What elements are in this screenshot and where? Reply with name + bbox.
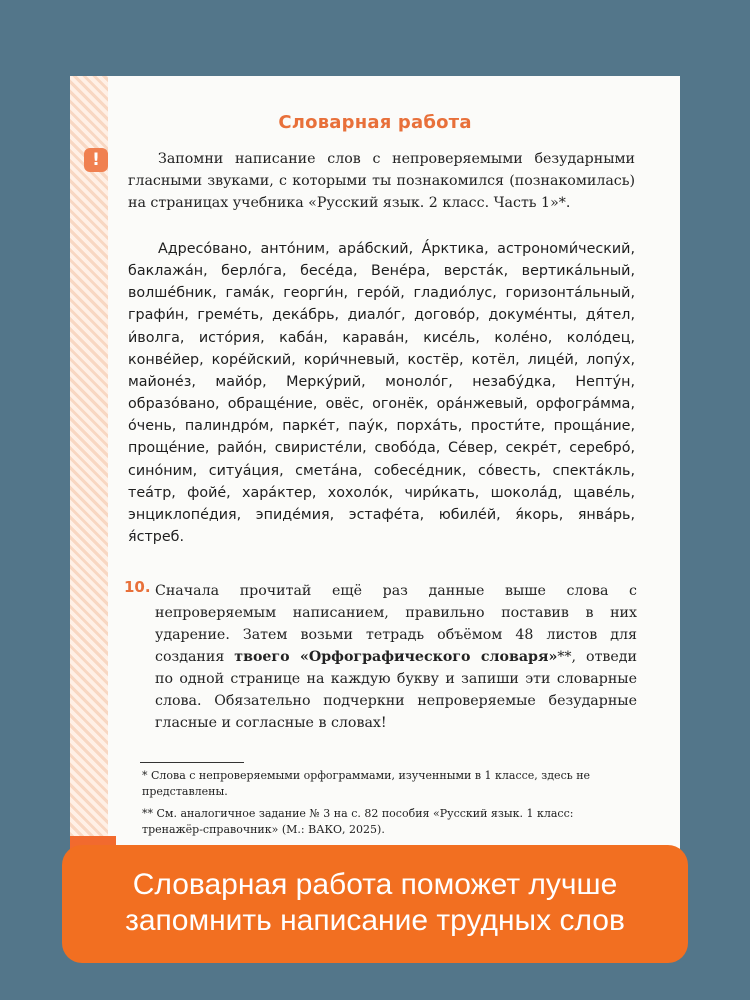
footnote-1: * Слова с непроверяемыми орфограммами, изученными в 1 классе, здесь не представлены. — [142, 769, 591, 798]
textbook-page — [70, 76, 680, 876]
exclamation-icon: ! — [84, 148, 108, 172]
promo-banner — [62, 845, 688, 963]
task-paragraph — [155, 580, 637, 734]
intro-paragraph: Запомни написание слов с непроверяемыми безударными гласными звуками, с которыми ты познакомился (познакомилась) на страницах учебника «Русский язык. 2 класс. Часть 1»*. — [128, 151, 635, 211]
section-title: Словарная работа — [278, 112, 472, 133]
footnote-2: ** См. аналогичное задание № 3 на с. 82 пособия «Русский язык. 1 класс: тренажёр-справочник» (М.: ВАКО, 2025). — [142, 807, 574, 836]
footnote-divider — [140, 762, 244, 763]
banner-line-1: Словарная работа поможет лучше — [132, 868, 618, 901]
banner-line-2: запомнить написание трудных слов — [125, 904, 625, 937]
task-text-bold: твоего «Орфографического словаря» — [234, 649, 558, 665]
task-text-part1: Сначала прочитай ещё раз данные выше слова с непроверяемым написанием, правильно поставив в них ударение. Затем возьми тетрадь объёмом 48 листов для создания — [155, 583, 637, 665]
vocabulary-word-list: Адресо́вано, анто́ним, ара́бский, А́рктика, астрономи́ческий, баклажа́н, берло́га, бесе́да, Вене́ра, верста́к, вертика́льный, волше́бник, гама́к, георги́н, геро́й, гладио́лус, горизонта́льный, графи́н, греме́ть, дека́брь, диало́г, догово́р, докуме́нты, дя́тел, и́волга, исто́рия, каба́н, карава́н, кисе́ль, коле́но, коло́дец, конве́йер, коре́йский, кори́чневый, костёр, котёл, лице́й, лопу́х, майоне́з, майо́р, Мерку́рий, моноло́г, незабу́дка, Непту́н, образо́вано, обраще́ние, овёс, огонёк, ора́нжевый, орфогра́мма, о́чень, палиндро́м, парке́т, пау́к, порха́ть, прости́те, проща́ние, проще́ние, райо́н, свиристе́ли, свобо́да, Се́вер, секре́т, серебро́, сино́ним, ситуа́ция, смета́на, собесе́дник, со́весть, спекта́кль, теа́тр, фойе́, хара́ктер, хохоло́к, чири́кать, шокола́д, щаве́ль, энциклопе́дия, эпиде́мия, эстафе́та, юбиле́й, я́корь, янва́рь, я́стреб. — [128, 241, 635, 546]
task-number: 10. — [124, 578, 151, 596]
banner-text — [62, 867, 688, 939]
task-text-part2: **, отведи по одной странице на каждую букву и запиши эти словарные слова. Обязательно подчеркни непроверяемые безударные гласные и согласные в словах! — [155, 649, 637, 731]
margin-stripe — [70, 76, 108, 836]
